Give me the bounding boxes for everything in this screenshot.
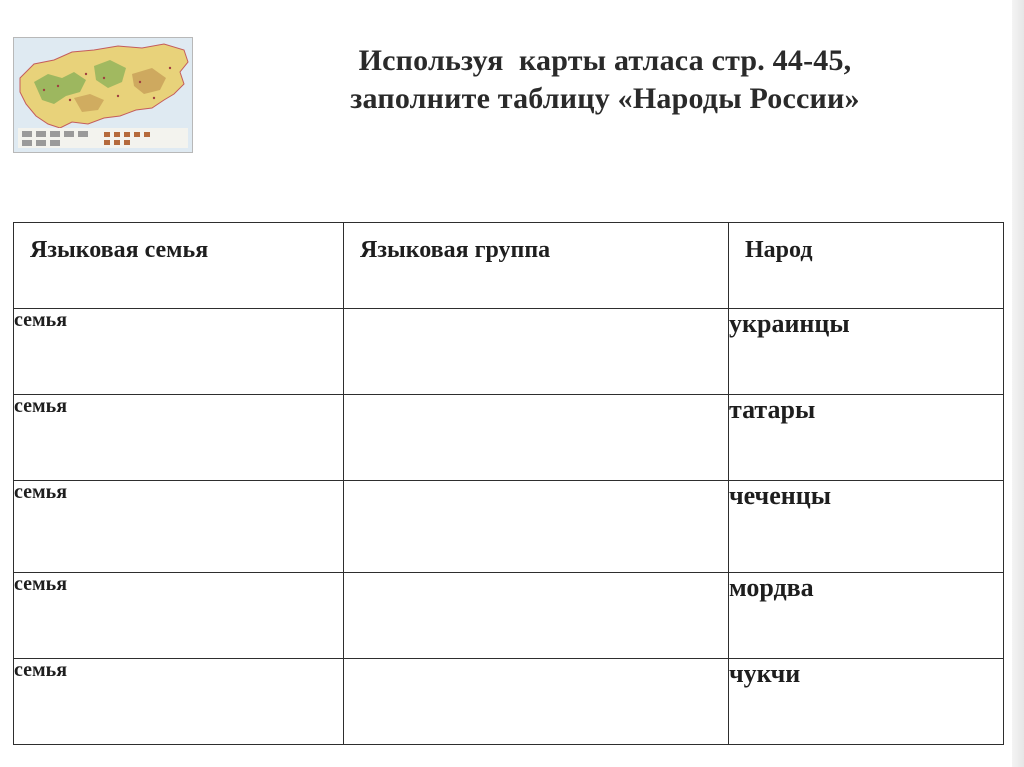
people-cell: украинцы: [729, 309, 1004, 395]
russia-map-icon: [13, 37, 193, 153]
title-line-2: заполните таблицу «Народы России»: [350, 82, 860, 115]
header-language-group: Языковая группа: [344, 223, 729, 309]
family-cell[interactable]: семья: [14, 481, 344, 573]
title-line-1: Используя карты атласа стр. 44-45,: [358, 44, 852, 77]
group-cell[interactable]: [344, 573, 729, 659]
people-cell: татары: [729, 395, 1004, 481]
table-row: [14, 395, 1004, 481]
people-cell: чеченцы: [729, 481, 1004, 573]
group-cell[interactable]: [344, 395, 729, 481]
group-cell[interactable]: [344, 659, 729, 745]
peoples-table: [13, 222, 1004, 745]
people-cell: мордва: [729, 573, 1004, 659]
people-cell: чукчи: [729, 659, 1004, 745]
family-cell[interactable]: семья: [14, 573, 344, 659]
table-row: [14, 481, 1004, 573]
slide-edge-shadow: [1012, 0, 1024, 767]
table-row: [14, 659, 1004, 745]
header-language-family: Языковая семья: [14, 223, 344, 309]
table-row: [14, 309, 1004, 395]
family-cell[interactable]: семья: [14, 395, 344, 481]
slide-title: [210, 42, 1000, 118]
header-people: Народ: [729, 223, 1004, 309]
table-header-row: [14, 223, 1004, 309]
family-cell[interactable]: семья: [14, 309, 344, 395]
group-cell[interactable]: [344, 309, 729, 395]
family-cell[interactable]: семья: [14, 659, 344, 745]
table-row: [14, 573, 1004, 659]
group-cell[interactable]: [344, 481, 729, 573]
